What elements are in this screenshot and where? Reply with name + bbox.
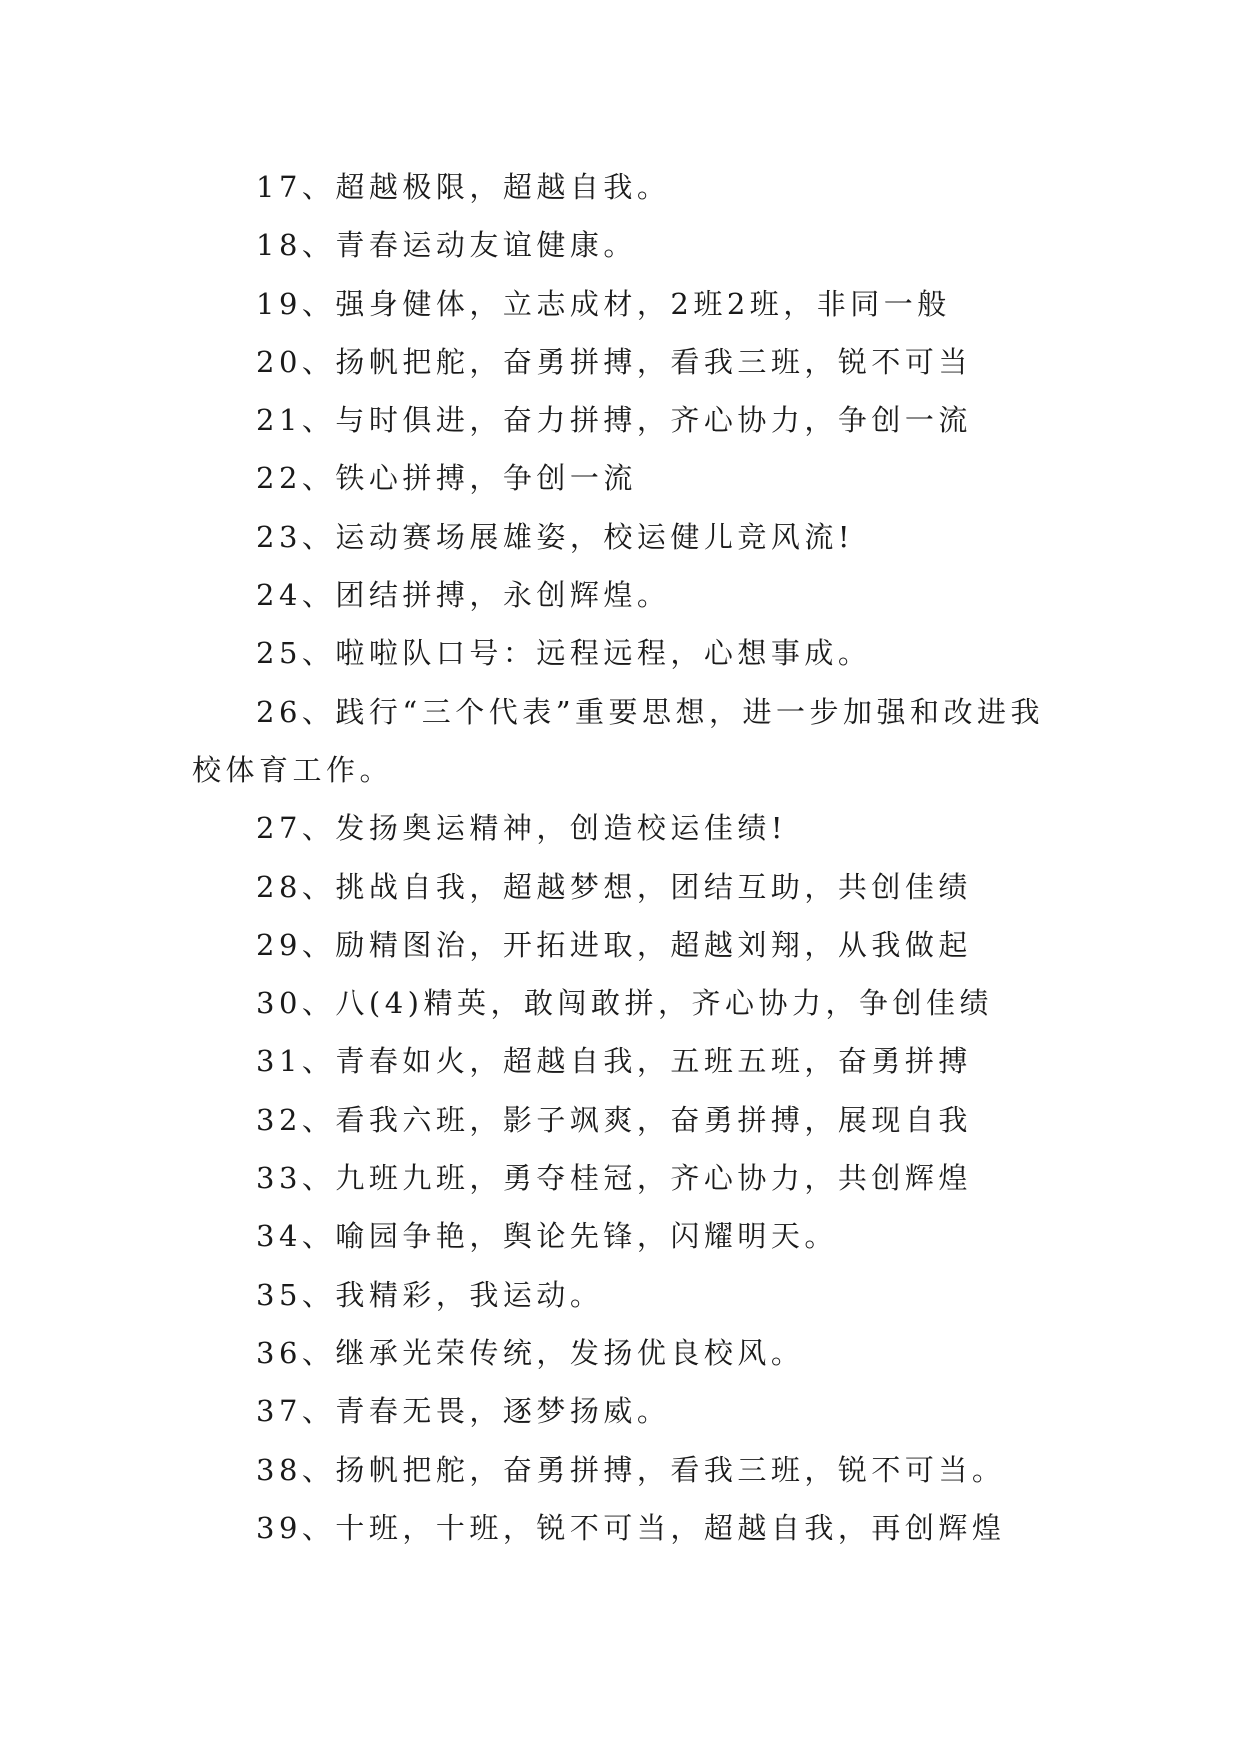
list-item: 23、运动赛场展雄姿，校运健儿竞风流! bbox=[256, 519, 855, 554]
list-item: 22、铁心拼搏，争创一流 bbox=[256, 461, 637, 496]
list-item: 19、强身健体，立志成材，2班2班，非同一般 bbox=[256, 286, 951, 321]
list-item: 32、看我六班，影子飒爽，奋勇拼搏，展现自我 bbox=[256, 1102, 972, 1137]
list-item: 21、与时俱进，奋力拼搏，齐心协力，争创一流 bbox=[256, 403, 972, 438]
list-item: 36、继承光荣传统，发扬优良校风。 bbox=[256, 1335, 805, 1370]
list-item: 29、励精图治，开拓进取，超越刘翔，从我做起 bbox=[256, 927, 972, 962]
list-item: 18、青春运动友谊健康。 bbox=[256, 228, 637, 263]
list-item: 37、青春无畏，逐梦扬威。 bbox=[256, 1394, 671, 1429]
list-item: 35、我精彩，我运动。 bbox=[256, 1277, 604, 1312]
list-item: 31、青春如火，超越自我，五班五班，奋勇拼搏 bbox=[256, 1044, 972, 1079]
list-item: 30、八(4)精英，敢闯敢拼，齐心协力，争创佳绩 bbox=[256, 986, 993, 1021]
list-item: 28、挑战自我，超越梦想，团结互助，共创佳绩 bbox=[256, 869, 972, 904]
list-item: 27、发扬奥运精神，创造校运佳绩! bbox=[256, 811, 788, 846]
list-item: 39、十班，十班，锐不可当，超越自我，再创辉煌 bbox=[256, 1510, 1006, 1545]
list-item: 24、团结拼搏，永创辉煌。 bbox=[256, 578, 671, 613]
slogan-list bbox=[192, 158, 1060, 1557]
list-item: 17、超越极限，超越自我。 bbox=[256, 170, 671, 204]
list-item: 34、喻园争艳，舆论先锋，闪耀明天。 bbox=[256, 1219, 838, 1254]
list-item: 20、扬帆把舵，奋勇拼搏，看我三班，锐不可当 bbox=[256, 344, 972, 379]
list-item: 26、践行“三个代表”重要思想，进一步加强和改进我校体育工作。 bbox=[192, 694, 1045, 787]
list-item: 38、扬帆把舵，奋勇拼搏，看我三班，锐不可当。 bbox=[256, 1452, 1006, 1487]
list-item: 33、九班九班，勇夺桂冠，齐心协力，共创辉煌 bbox=[256, 1161, 972, 1196]
list-item: 25、啦啦队口号：远程远程，心想事成。 bbox=[256, 636, 872, 671]
